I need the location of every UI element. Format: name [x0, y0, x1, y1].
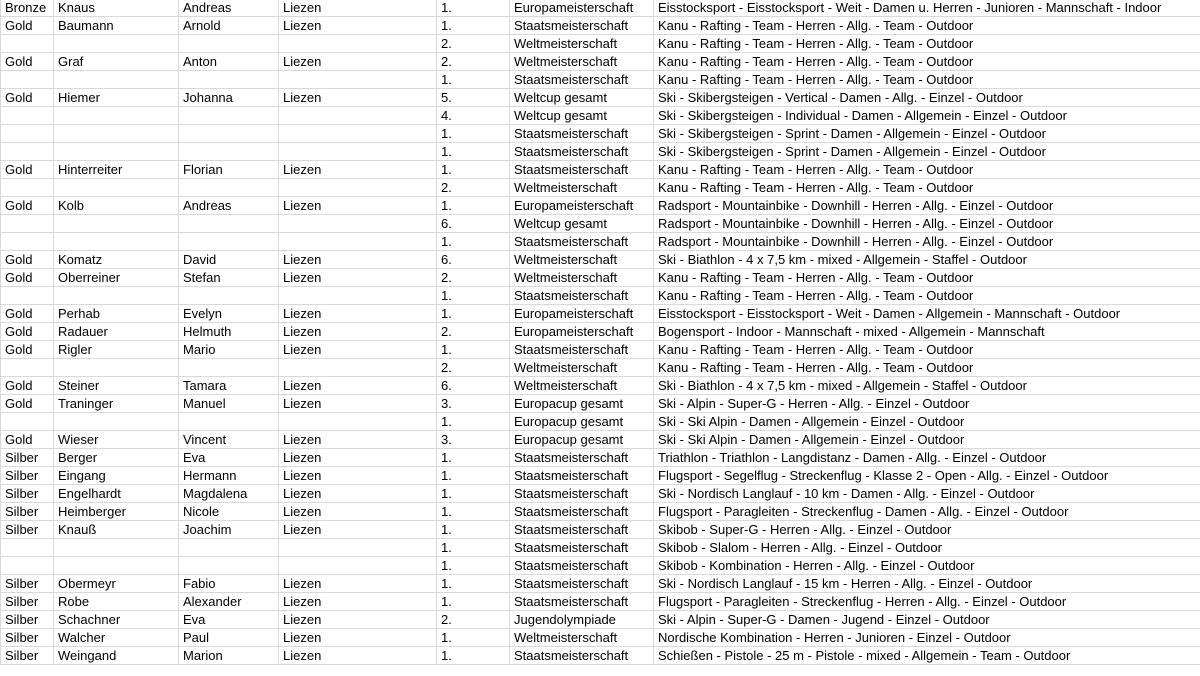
table-row — [1, 305, 1200, 323]
competition-cell[interactable]: Staatsmeisterschaft — [510, 575, 654, 593]
district-cell[interactable] — [279, 413, 437, 431]
rank-cell[interactable]: 2. — [437, 35, 510, 53]
medal-cell[interactable]: Gold — [1, 395, 54, 413]
table-row — [1, 395, 1200, 413]
table-row — [1, 521, 1200, 539]
discipline-cell[interactable]: Radsport - Mountainbike - Downhill - Herren - Allg. - Einzel - Outdoor — [654, 215, 1200, 233]
discipline-cell[interactable]: Ski - Alpin - Super-G - Herren - Allg. - Einzel - Outdoor — [654, 395, 1200, 413]
competition-cell[interactable]: Staatsmeisterschaft — [510, 467, 654, 485]
medal-cell[interactable]: Bronze — [1, 0, 54, 17]
last-name-cell[interactable] — [54, 71, 179, 89]
district-cell[interactable] — [279, 233, 437, 251]
table-row — [1, 107, 1200, 125]
table-row — [1, 377, 1200, 395]
rank-cell[interactable]: 1. — [437, 197, 510, 215]
discipline-cell[interactable]: Ski - Skibergsteigen - Vertical - Damen - Allg. - Einzel - Outdoor — [654, 89, 1200, 107]
competition-cell[interactable]: Europacup gesamt — [510, 395, 654, 413]
first-name-cell[interactable]: Andreas — [179, 197, 279, 215]
first-name-cell[interactable] — [179, 359, 279, 377]
medal-cell[interactable]: Gold — [1, 431, 54, 449]
discipline-cell[interactable]: Ski - Biathlon - 4 x 7,5 km - mixed - Allgemein - Staffel - Outdoor — [654, 377, 1200, 395]
table-row — [1, 143, 1200, 161]
competition-cell[interactable]: Staatsmeisterschaft — [510, 161, 654, 179]
medal-cell[interactable] — [1, 107, 54, 125]
last-name-cell[interactable] — [54, 143, 179, 161]
district-cell[interactable]: Liezen — [279, 593, 437, 611]
table-row — [1, 215, 1200, 233]
first-name-cell[interactable]: Mario — [179, 341, 279, 359]
rank-cell[interactable]: 2. — [437, 179, 510, 197]
first-name-cell[interactable] — [179, 107, 279, 125]
discipline-cell[interactable]: Kanu - Rafting - Team - Herren - Allg. - Team - Outdoor — [654, 341, 1200, 359]
discipline-cell[interactable]: Skibob - Slalom - Herren - Allg. - Einzel - Outdoor — [654, 539, 1200, 557]
first-name-cell[interactable] — [179, 179, 279, 197]
medal-cell[interactable]: Gold — [1, 377, 54, 395]
competition-cell[interactable]: Staatsmeisterschaft — [510, 521, 654, 539]
discipline-cell[interactable]: Flugsport - Paragleiten - Streckenflug - Damen - Allg. - Einzel - Outdoor — [654, 503, 1200, 521]
discipline-cell[interactable]: Ski - Ski Alpin - Damen - Allgemein - Einzel - Outdoor — [654, 431, 1200, 449]
competition-cell[interactable]: Jugendolympiade — [510, 611, 654, 629]
first-name-cell[interactable]: Manuel — [179, 395, 279, 413]
medal-cell[interactable]: Gold — [1, 89, 54, 107]
competition-cell[interactable]: Europameisterschaft — [510, 0, 654, 17]
last-name-cell[interactable]: Heimberger — [54, 503, 179, 521]
last-name-cell[interactable] — [54, 287, 179, 305]
rank-cell[interactable]: 1. — [437, 629, 510, 647]
district-cell[interactable] — [279, 125, 437, 143]
discipline-cell[interactable]: Triathlon - Triathlon - Langdistanz - Damen - Allg. - Einzel - Outdoor — [654, 449, 1200, 467]
district-cell[interactable]: Liezen — [279, 53, 437, 71]
last-name-cell[interactable]: Walcher — [54, 629, 179, 647]
rank-cell[interactable]: 1. — [437, 647, 510, 665]
district-cell[interactable]: Liezen — [279, 251, 437, 269]
medal-cell[interactable] — [1, 413, 54, 431]
rank-cell[interactable]: 1. — [437, 467, 510, 485]
rank-cell[interactable]: 5. — [437, 89, 510, 107]
table-row — [1, 89, 1200, 107]
district-cell[interactable] — [279, 539, 437, 557]
competition-cell[interactable]: Weltmeisterschaft — [510, 179, 654, 197]
last-name-cell[interactable] — [54, 557, 179, 575]
last-name-cell[interactable]: Eingang — [54, 467, 179, 485]
last-name-cell[interactable]: Rigler — [54, 341, 179, 359]
discipline-cell[interactable]: Ski - Nordisch Langlauf - 15 km - Herren - Allg. - Einzel - Outdoor — [654, 575, 1200, 593]
medal-cell[interactable]: Silber — [1, 521, 54, 539]
rank-cell[interactable]: 1. — [437, 161, 510, 179]
table-row — [1, 125, 1200, 143]
last-name-cell[interactable]: Perhab — [54, 305, 179, 323]
first-name-cell[interactable] — [179, 35, 279, 53]
first-name-cell[interactable] — [179, 413, 279, 431]
discipline-cell[interactable]: Kanu - Rafting - Team - Herren - Allg. - Team - Outdoor — [654, 17, 1200, 35]
last-name-cell[interactable]: Oberreiner — [54, 269, 179, 287]
medal-cell[interactable]: Silber — [1, 503, 54, 521]
discipline-cell[interactable]: Bogensport - Indoor - Mannschaft - mixed - Allgemein - Mannschaft — [654, 323, 1200, 341]
discipline-cell[interactable]: Kanu - Rafting - Team - Herren - Allg. - Team - Outdoor — [654, 269, 1200, 287]
discipline-cell[interactable]: Kanu - Rafting - Team - Herren - Allg. - Team - Outdoor — [654, 35, 1200, 53]
medal-cell[interactable]: Silber — [1, 629, 54, 647]
rank-cell[interactable]: 6. — [437, 377, 510, 395]
first-name-cell[interactable]: Joachim — [179, 521, 279, 539]
district-cell[interactable]: Liezen — [279, 485, 437, 503]
district-cell[interactable]: Liezen — [279, 341, 437, 359]
discipline-cell[interactable]: Radsport - Mountainbike - Downhill - Herren - Allg. - Einzel - Outdoor — [654, 233, 1200, 251]
competition-cell[interactable]: Europameisterschaft — [510, 197, 654, 215]
first-name-cell[interactable] — [179, 287, 279, 305]
medal-cell[interactable] — [1, 557, 54, 575]
last-name-cell[interactable]: Knaus — [54, 0, 179, 17]
discipline-cell[interactable]: Eisstocksport - Eisstocksport - Weit - Damen - Allgemein - Mannschaft - Outdoor — [654, 305, 1200, 323]
first-name-cell[interactable]: Helmuth — [179, 323, 279, 341]
rank-cell[interactable]: 2. — [437, 53, 510, 71]
table-row — [1, 35, 1200, 53]
last-name-cell[interactable] — [54, 35, 179, 53]
district-cell[interactable] — [279, 35, 437, 53]
table-row — [1, 341, 1200, 359]
competition-cell[interactable]: Staatsmeisterschaft — [510, 17, 654, 35]
last-name-cell[interactable]: Hiemer — [54, 89, 179, 107]
last-name-cell[interactable] — [54, 179, 179, 197]
first-name-cell[interactable]: Evelyn — [179, 305, 279, 323]
first-name-cell[interactable]: Anton — [179, 53, 279, 71]
rank-cell[interactable]: 1. — [437, 287, 510, 305]
medal-cell[interactable]: Gold — [1, 197, 54, 215]
first-name-cell[interactable]: Alexander — [179, 593, 279, 611]
medal-cell[interactable]: Silber — [1, 575, 54, 593]
medal-cell[interactable]: Gold — [1, 161, 54, 179]
district-cell[interactable]: Liezen — [279, 431, 437, 449]
district-cell[interactable] — [279, 287, 437, 305]
table-row — [1, 233, 1200, 251]
discipline-cell[interactable]: Schießen - Pistole - 25 m - Pistole - mixed - Allgemein - Team - Outdoor — [654, 647, 1200, 665]
district-cell[interactable] — [279, 557, 437, 575]
discipline-cell[interactable]: Flugsport - Segelflug - Streckenflug - Klasse 2 - Open - Allg. - Einzel - Outdoor — [654, 467, 1200, 485]
discipline-cell[interactable]: Ski - Biathlon - 4 x 7,5 km - mixed - Allgemein - Staffel - Outdoor — [654, 251, 1200, 269]
competition-cell[interactable]: Staatsmeisterschaft — [510, 71, 654, 89]
last-name-cell[interactable]: Engelhardt — [54, 485, 179, 503]
district-cell[interactable]: Liezen — [279, 377, 437, 395]
table-row — [1, 575, 1200, 593]
first-name-cell[interactable]: Stefan — [179, 269, 279, 287]
medal-cell[interactable]: Silber — [1, 485, 54, 503]
table-row — [1, 323, 1200, 341]
last-name-cell[interactable]: Berger — [54, 449, 179, 467]
first-name-cell[interactable] — [179, 71, 279, 89]
last-name-cell[interactable]: Traninger — [54, 395, 179, 413]
competition-cell[interactable]: Staatsmeisterschaft — [510, 143, 654, 161]
table-row — [1, 557, 1200, 575]
first-name-cell[interactable]: Johanna — [179, 89, 279, 107]
district-cell[interactable]: Liezen — [279, 269, 437, 287]
medal-cell[interactable]: Gold — [1, 53, 54, 71]
medal-cell[interactable] — [1, 539, 54, 557]
competition-cell[interactable]: Weltcup gesamt — [510, 107, 654, 125]
competition-cell[interactable]: Staatsmeisterschaft — [510, 449, 654, 467]
competition-cell[interactable]: Weltmeisterschaft — [510, 35, 654, 53]
discipline-cell[interactable]: Radsport - Mountainbike - Downhill - Herren - Allg. - Einzel - Outdoor — [654, 197, 1200, 215]
competition-cell[interactable]: Weltmeisterschaft — [510, 629, 654, 647]
first-name-cell[interactable]: Fabio — [179, 575, 279, 593]
medal-cell[interactable]: Silber — [1, 593, 54, 611]
competition-cell[interactable]: Staatsmeisterschaft — [510, 503, 654, 521]
table-row — [1, 287, 1200, 305]
medal-cell[interactable] — [1, 125, 54, 143]
district-cell[interactable]: Liezen — [279, 503, 437, 521]
table-row — [1, 71, 1200, 89]
last-name-cell[interactable]: Weingand — [54, 647, 179, 665]
discipline-cell[interactable]: Ski - Skibergsteigen - Individual - Damen - Allgemein - Einzel - Outdoor — [654, 107, 1200, 125]
discipline-cell[interactable]: Skibob - Super-G - Herren - Allg. - Einzel - Outdoor — [654, 521, 1200, 539]
medal-cell[interactable]: Gold — [1, 305, 54, 323]
table-row — [1, 179, 1200, 197]
rank-cell[interactable]: 1. — [437, 233, 510, 251]
rank-cell[interactable]: 1. — [437, 305, 510, 323]
first-name-cell[interactable]: Vincent — [179, 431, 279, 449]
first-name-cell[interactable]: Tamara — [179, 377, 279, 395]
district-cell[interactable]: Liezen — [279, 611, 437, 629]
table-row — [1, 359, 1200, 377]
discipline-cell[interactable]: Kanu - Rafting - Team - Herren - Allg. - Team - Outdoor — [654, 287, 1200, 305]
district-cell[interactable]: Liezen — [279, 0, 437, 17]
first-name-cell[interactable]: Arnold — [179, 17, 279, 35]
table-row — [1, 503, 1200, 521]
rank-cell[interactable]: 2. — [437, 359, 510, 377]
rank-cell[interactable]: 1. — [437, 17, 510, 35]
district-cell[interactable] — [279, 359, 437, 377]
discipline-cell[interactable]: Kanu - Rafting - Team - Herren - Allg. - Team - Outdoor — [654, 359, 1200, 377]
medal-cell[interactable]: Gold — [1, 269, 54, 287]
table-row — [1, 593, 1200, 611]
first-name-cell[interactable]: Eva — [179, 611, 279, 629]
table-row — [1, 431, 1200, 449]
discipline-cell[interactable]: Flugsport - Paragleiten - Streckenflug - Herren - Allg. - Einzel - Outdoor — [654, 593, 1200, 611]
discipline-cell[interactable]: Kanu - Rafting - Team - Herren - Allg. - Team - Outdoor — [654, 53, 1200, 71]
discipline-cell[interactable]: Ski - Alpin - Super-G - Damen - Jugend - Einzel - Outdoor — [654, 611, 1200, 629]
last-name-cell[interactable] — [54, 359, 179, 377]
district-cell[interactable] — [279, 179, 437, 197]
rank-cell[interactable]: 1. — [437, 125, 510, 143]
last-name-cell[interactable] — [54, 125, 179, 143]
district-cell[interactable] — [279, 71, 437, 89]
last-name-cell[interactable] — [54, 233, 179, 251]
last-name-cell[interactable] — [54, 107, 179, 125]
discipline-cell[interactable]: Nordische Kombination - Herren - Junioren - Einzel - Outdoor — [654, 629, 1200, 647]
table-row — [1, 269, 1200, 287]
last-name-cell[interactable]: Graf — [54, 53, 179, 71]
district-cell[interactable]: Liezen — [279, 89, 437, 107]
table-row — [1, 485, 1200, 503]
rank-cell[interactable]: 1. — [437, 449, 510, 467]
rank-cell[interactable]: 1. — [437, 593, 510, 611]
rank-cell[interactable]: 2. — [437, 611, 510, 629]
medal-cell[interactable]: Silber — [1, 467, 54, 485]
table-row — [1, 629, 1200, 647]
competition-cell[interactable]: Staatsmeisterschaft — [510, 647, 654, 665]
district-cell[interactable]: Liezen — [279, 161, 437, 179]
competition-cell[interactable]: Europameisterschaft — [510, 305, 654, 323]
competition-cell[interactable]: Weltcup gesamt — [510, 89, 654, 107]
competition-cell[interactable]: Staatsmeisterschaft — [510, 341, 654, 359]
first-name-cell[interactable]: Andreas — [179, 0, 279, 17]
rank-cell[interactable]: 1. — [437, 521, 510, 539]
competition-cell[interactable]: Staatsmeisterschaft — [510, 125, 654, 143]
rank-cell[interactable]: 1. — [437, 341, 510, 359]
medal-cell[interactable] — [1, 71, 54, 89]
first-name-cell[interactable] — [179, 557, 279, 575]
medal-cell[interactable]: Gold — [1, 251, 54, 269]
medal-cell[interactable] — [1, 215, 54, 233]
last-name-cell[interactable]: Schachner — [54, 611, 179, 629]
table-row — [1, 53, 1200, 71]
rank-cell[interactable]: 1. — [437, 503, 510, 521]
competition-cell[interactable]: Staatsmeisterschaft — [510, 557, 654, 575]
district-cell[interactable]: Liezen — [279, 305, 437, 323]
medal-cell[interactable] — [1, 179, 54, 197]
medal-cell[interactable]: Gold — [1, 323, 54, 341]
rank-cell[interactable]: 6. — [437, 215, 510, 233]
table-row — [1, 539, 1200, 557]
first-name-cell[interactable] — [179, 539, 279, 557]
last-name-cell[interactable] — [54, 215, 179, 233]
competition-cell[interactable]: Staatsmeisterschaft — [510, 287, 654, 305]
rank-cell[interactable]: 4. — [437, 107, 510, 125]
rank-cell[interactable]: 2. — [437, 323, 510, 341]
rank-cell[interactable]: 1. — [437, 143, 510, 161]
last-name-cell[interactable]: Robe — [54, 593, 179, 611]
competition-cell[interactable]: Europacup gesamt — [510, 413, 654, 431]
rank-cell[interactable]: 6. — [437, 251, 510, 269]
district-cell[interactable]: Liezen — [279, 323, 437, 341]
table-row — [1, 197, 1200, 215]
last-name-cell[interactable]: Baumann — [54, 17, 179, 35]
first-name-cell[interactable] — [179, 215, 279, 233]
table-row — [1, 161, 1200, 179]
first-name-cell[interactable]: Hermann — [179, 467, 279, 485]
rank-cell[interactable]: 1. — [437, 557, 510, 575]
discipline-cell[interactable]: Kanu - Rafting - Team - Herren - Allg. - Team - Outdoor — [654, 161, 1200, 179]
rank-cell[interactable]: 1. — [437, 413, 510, 431]
discipline-cell[interactable]: Kanu - Rafting - Team - Herren - Allg. - Team - Outdoor — [654, 179, 1200, 197]
discipline-cell[interactable]: Ski - Ski Alpin - Damen - Allgemein - Einzel - Outdoor — [654, 413, 1200, 431]
first-name-cell[interactable] — [179, 233, 279, 251]
first-name-cell[interactable]: Eva — [179, 449, 279, 467]
medal-cell[interactable]: Silber — [1, 449, 54, 467]
competition-cell[interactable]: Weltmeisterschaft — [510, 269, 654, 287]
medal-cell[interactable]: Gold — [1, 17, 54, 35]
discipline-cell[interactable]: Ski - Nordisch Langlauf - 10 km - Damen - Allg. - Einzel - Outdoor — [654, 485, 1200, 503]
district-cell[interactable]: Liezen — [279, 395, 437, 413]
district-cell[interactable] — [279, 143, 437, 161]
competition-cell[interactable]: Weltmeisterschaft — [510, 53, 654, 71]
rank-cell[interactable]: 1. — [437, 575, 510, 593]
district-cell[interactable] — [279, 215, 437, 233]
first-name-cell[interactable]: Magdalena — [179, 485, 279, 503]
discipline-cell[interactable]: Ski - Skibergsteigen - Sprint - Damen - Allgemein - Einzel - Outdoor — [654, 143, 1200, 161]
discipline-cell[interactable]: Ski - Skibergsteigen - Sprint - Damen - Allgemein - Einzel - Outdoor — [654, 125, 1200, 143]
competition-cell[interactable]: Weltmeisterschaft — [510, 377, 654, 395]
medal-cell[interactable]: Silber — [1, 647, 54, 665]
first-name-cell[interactable]: Florian — [179, 161, 279, 179]
first-name-cell[interactable] — [179, 125, 279, 143]
medal-cell[interactable] — [1, 233, 54, 251]
medal-cell[interactable]: Gold — [1, 341, 54, 359]
discipline-cell[interactable]: Kanu - Rafting - Team - Herren - Allg. - Team - Outdoor — [654, 71, 1200, 89]
competition-cell[interactable]: Staatsmeisterschaft — [510, 485, 654, 503]
rank-cell[interactable]: 1. — [437, 539, 510, 557]
district-cell[interactable]: Liezen — [279, 521, 437, 539]
medal-cell[interactable] — [1, 287, 54, 305]
table-row — [1, 647, 1200, 665]
district-cell[interactable]: Liezen — [279, 647, 437, 665]
competition-cell[interactable]: Europameisterschaft — [510, 323, 654, 341]
rank-cell[interactable]: 3. — [437, 431, 510, 449]
rank-cell[interactable]: 1. — [437, 0, 510, 17]
district-cell[interactable]: Liezen — [279, 467, 437, 485]
table-row — [1, 449, 1200, 467]
last-name-cell[interactable]: Komatz — [54, 251, 179, 269]
district-cell[interactable]: Liezen — [279, 197, 437, 215]
table-row — [1, 17, 1200, 35]
district-cell[interactable]: Liezen — [279, 629, 437, 647]
rank-cell[interactable]: 3. — [437, 395, 510, 413]
medal-cell[interactable]: Silber — [1, 611, 54, 629]
last-name-cell[interactable]: Obermeyr — [54, 575, 179, 593]
first-name-cell[interactable] — [179, 143, 279, 161]
competition-cell[interactable]: Staatsmeisterschaft — [510, 539, 654, 557]
first-name-cell[interactable]: Nicole — [179, 503, 279, 521]
competition-cell[interactable]: Staatsmeisterschaft — [510, 233, 654, 251]
last-name-cell[interactable]: Knauß — [54, 521, 179, 539]
table-row — [1, 413, 1200, 431]
district-cell[interactable] — [279, 107, 437, 125]
last-name-cell[interactable] — [54, 539, 179, 557]
last-name-cell[interactable] — [54, 413, 179, 431]
rank-cell[interactable]: 2. — [437, 269, 510, 287]
discipline-cell[interactable]: Eisstocksport - Eisstocksport - Weit - Damen u. Herren - Junioren - Mannschaft - Indoor — [654, 0, 1200, 17]
table-row — [1, 467, 1200, 485]
district-cell[interactable]: Liezen — [279, 575, 437, 593]
table-row — [1, 251, 1200, 269]
first-name-cell[interactable]: David — [179, 251, 279, 269]
first-name-cell[interactable]: Paul — [179, 629, 279, 647]
rank-cell[interactable]: 1. — [437, 71, 510, 89]
competition-cell[interactable]: Weltcup gesamt — [510, 215, 654, 233]
last-name-cell[interactable]: Radauer — [54, 323, 179, 341]
medal-cell[interactable] — [1, 359, 54, 377]
last-name-cell[interactable]: Steiner — [54, 377, 179, 395]
rank-cell[interactable]: 1. — [437, 485, 510, 503]
district-cell[interactable]: Liezen — [279, 17, 437, 35]
spreadsheet-body — [1, 0, 1200, 665]
last-name-cell[interactable]: Hinterreiter — [54, 161, 179, 179]
medal-cell[interactable] — [1, 35, 54, 53]
table-row — [1, 0, 1200, 17]
discipline-cell[interactable]: Skibob - Kombination - Herren - Allg. - Einzel - Outdoor — [654, 557, 1200, 575]
last-name-cell[interactable]: Wieser — [54, 431, 179, 449]
competition-cell[interactable]: Weltmeisterschaft — [510, 251, 654, 269]
competition-cell[interactable]: Weltmeisterschaft — [510, 359, 654, 377]
table-row — [1, 611, 1200, 629]
competition-cell[interactable]: Europacup gesamt — [510, 431, 654, 449]
district-cell[interactable]: Liezen — [279, 449, 437, 467]
competition-cell[interactable]: Staatsmeisterschaft — [510, 593, 654, 611]
medal-cell[interactable] — [1, 143, 54, 161]
last-name-cell[interactable]: Kolb — [54, 197, 179, 215]
first-name-cell[interactable]: Marion — [179, 647, 279, 665]
